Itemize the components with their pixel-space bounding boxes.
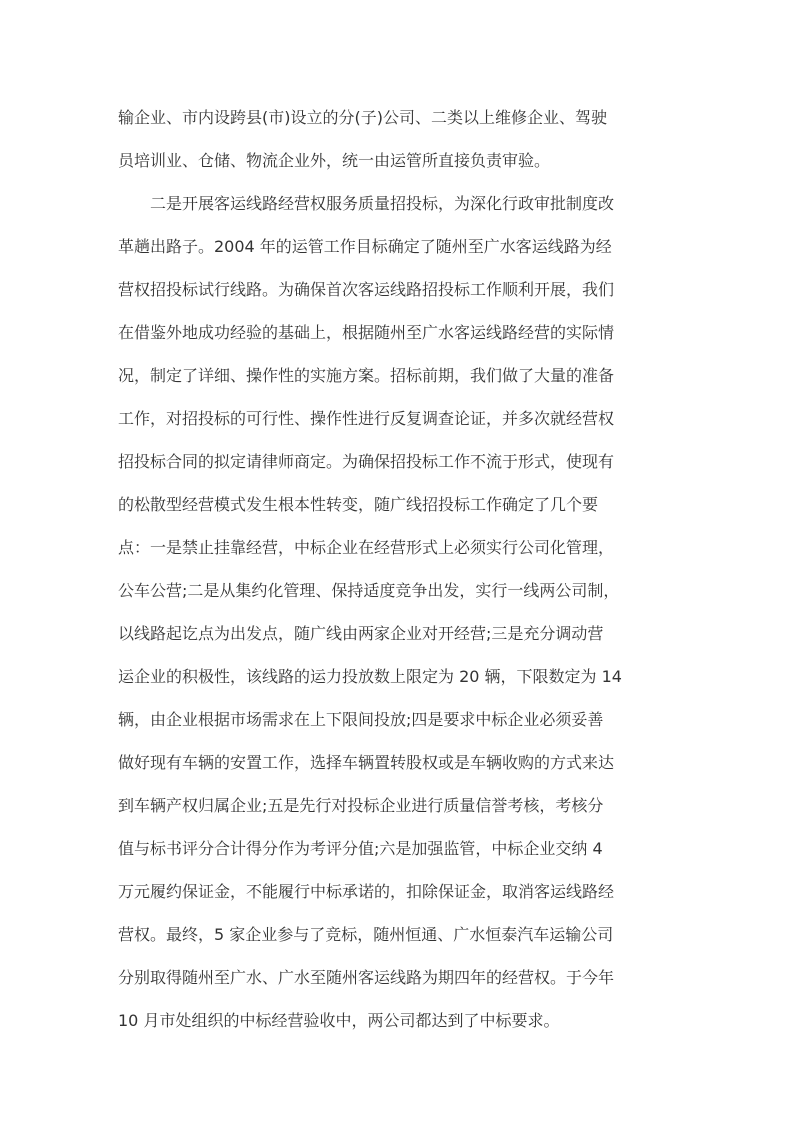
text-line: 点：一是禁止挂靠经营，中标企业在经营形式上必须实行公司化管理，	[118, 538, 615, 557]
text-line: 的松散型经营模式发生根本性转变，随广线招投标工作确定了几个要	[118, 495, 599, 514]
text-line: 运企业的积极性，该线路的运力投放数上限定为 20 辆，下限数定为 14	[118, 667, 622, 686]
text-line: 员培训业、仓储、物流企业外，统一由运管所直接负责审验。	[118, 151, 551, 170]
text-line: 做好现有车辆的安置工作，选择车辆置转股权或是车辆收购的方式来达	[118, 753, 615, 772]
text-line: 分别取得随州至广水、广水至随州客运线路为期四年的经营权。于今年	[118, 968, 615, 987]
text-line: 工作，对招投标的可行性、操作性进行反复调查论证，并多次就经营权	[118, 409, 615, 428]
text-line: 况，制定了详细、操作性的实施方案。招标前期，我们做了大量的准备	[118, 366, 615, 385]
text-line: 值与标书评分合计得分作为考评分值;六是加强监管，中标企业交纳 4	[118, 839, 603, 858]
text-line: 输企业、市内设跨县(市)设立的分(子)公司、二类以上维修企业、驾驶	[118, 108, 607, 127]
text-line: 万元履约保证金，不能履行中标承诺的，扣除保证金，取消客运线路经	[118, 882, 615, 901]
text-line: 在借鉴外地成功经验的基础上，根据随州至广水客运线路经营的实际情	[118, 323, 615, 342]
text-line: 以线路起讫点为出发点，随广线由两家企业对开经营;三是充分调动营	[118, 624, 604, 643]
text-line: 营权。最终，5 家企业参与了竞标，随州恒通、广水恒泰汽车运输公司	[118, 925, 614, 944]
text-line: 10 月市处组织的中标经营验收中，两公司都达到了中标要求。	[118, 1011, 560, 1030]
text-line: 招投标合同的拟定请律师商定。为确保招投标工作不流于形式，使现有	[118, 452, 615, 471]
text-line: 营权招投标试行线路。为确保首次客运线路招投标工作顺利开展，我们	[118, 280, 615, 299]
text-line: 到车辆产权归属企业;五是先行对投标企业进行质量信誉考核，考核分	[118, 796, 604, 815]
text-line: 辆，由企业根据市场需求在上下限间投放;四是要求中标企业必须妥善	[118, 710, 604, 729]
text-line: 革趟出路子。2004 年的运管工作目标确定了随州至广水客运线路为经	[118, 237, 612, 256]
paragraph-first-line: 二是开展客运线路经营权服务质量招投标，为深化行政审批制度改	[150, 194, 615, 213]
text-line: 公车公营;二是从集约化管理、保持适度竞争出发，实行一线两公司制，	[118, 581, 620, 600]
